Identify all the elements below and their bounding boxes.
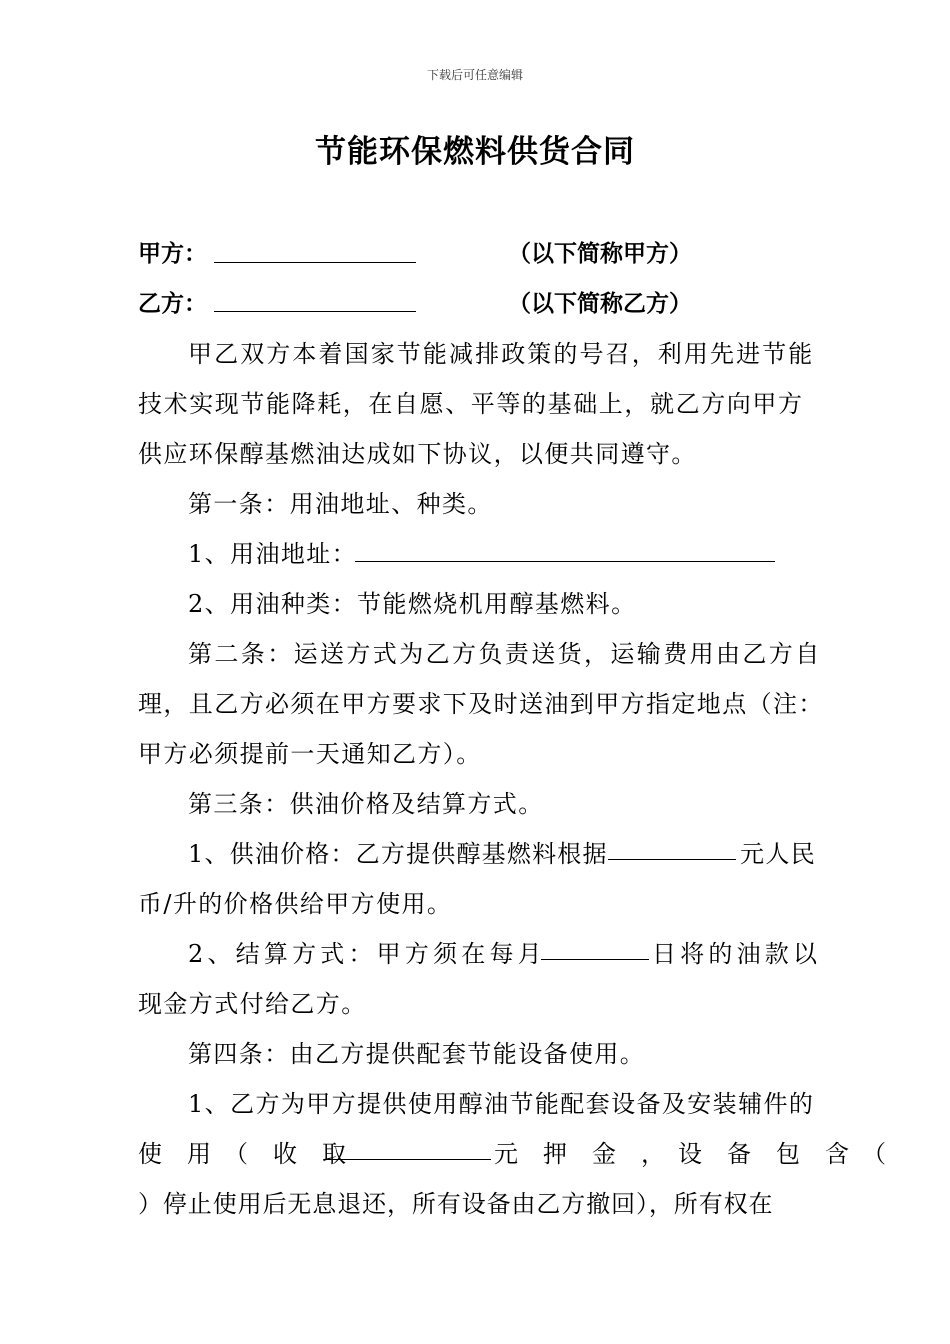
price-text-a: 1、供油价格：乙方提供醇基燃料根据 (188, 840, 608, 868)
party-a-label: 甲方： (138, 241, 207, 267)
article-4-item-1-line-2a: 使 用 （ 收 取 (138, 1140, 347, 1168)
party-a-note: （以下简称甲方） (508, 241, 692, 267)
party-a-blank[interactable] (214, 262, 416, 263)
settle-day-blank[interactable] (541, 959, 649, 960)
price-text-b: 元人民 (740, 840, 817, 868)
article-2-line-2: 理，且乙方必须在甲方要求下及时送油到甲方指定地点（注： (138, 690, 824, 718)
deposit-blank[interactable] (325, 1159, 491, 1160)
header-note: 下载后可任意编辑 (426, 68, 523, 82)
party-b-blank[interactable] (214, 311, 416, 312)
article-4-item-1-line-2b: 元 押 金 ， 设 备 包 含 （ (494, 1140, 887, 1168)
settle-text-a: 2、结算方式：甲方须在每月 (188, 940, 546, 968)
article-2-line-3: 甲方必须提前一天通知乙方）。 (138, 740, 482, 768)
article-1-item-1: 1、用油地址： (188, 540, 358, 568)
intro-line-2: 技术实现节能降耗，在自愿、平等的基础上，就乙方向甲方 (138, 390, 804, 418)
settle-text-b: 日将的油款以 (652, 940, 822, 968)
party-b-label: 乙方： (138, 291, 207, 317)
party-b-note: （以下简称乙方） (508, 291, 692, 317)
article-4-item-1-line-3: ）停止使用后无息退还，所有设备由乙方撤回），所有权在 (138, 1190, 774, 1218)
address-blank[interactable] (355, 561, 775, 562)
document-title: 节能环保燃料供货合同 (315, 134, 635, 170)
intro-line-1: 甲乙双方本着国家节能减排政策的号召，利用先进节能 (188, 340, 815, 368)
article-4-item-1-line-1: 1、乙方为甲方提供使用醇油节能配套设备及安装辅件的 (188, 1090, 815, 1118)
settle-text-c: 现金方式付给乙方。 (138, 990, 367, 1018)
article-4-heading: 第四条：由乙方提供配套节能设备使用。 (188, 1040, 646, 1068)
price-text-c: 币/升的价格供给甲方使用。 (138, 890, 453, 918)
price-blank[interactable] (608, 859, 736, 860)
article-3-heading: 第三条：供油价格及结算方式。 (188, 790, 544, 818)
article-1-item-2: 2、用油种类：节能燃烧机用醇基燃料。 (188, 590, 637, 618)
article-1-heading: 第一条：用油地址、种类。 (188, 490, 493, 518)
article-2-line-1: 第二条：运送方式为乙方负责送货，运输费用由乙方自 (188, 640, 822, 668)
intro-line-3: 供应环保醇基燃油达成如下协议，以便共同遵守。 (138, 440, 697, 468)
